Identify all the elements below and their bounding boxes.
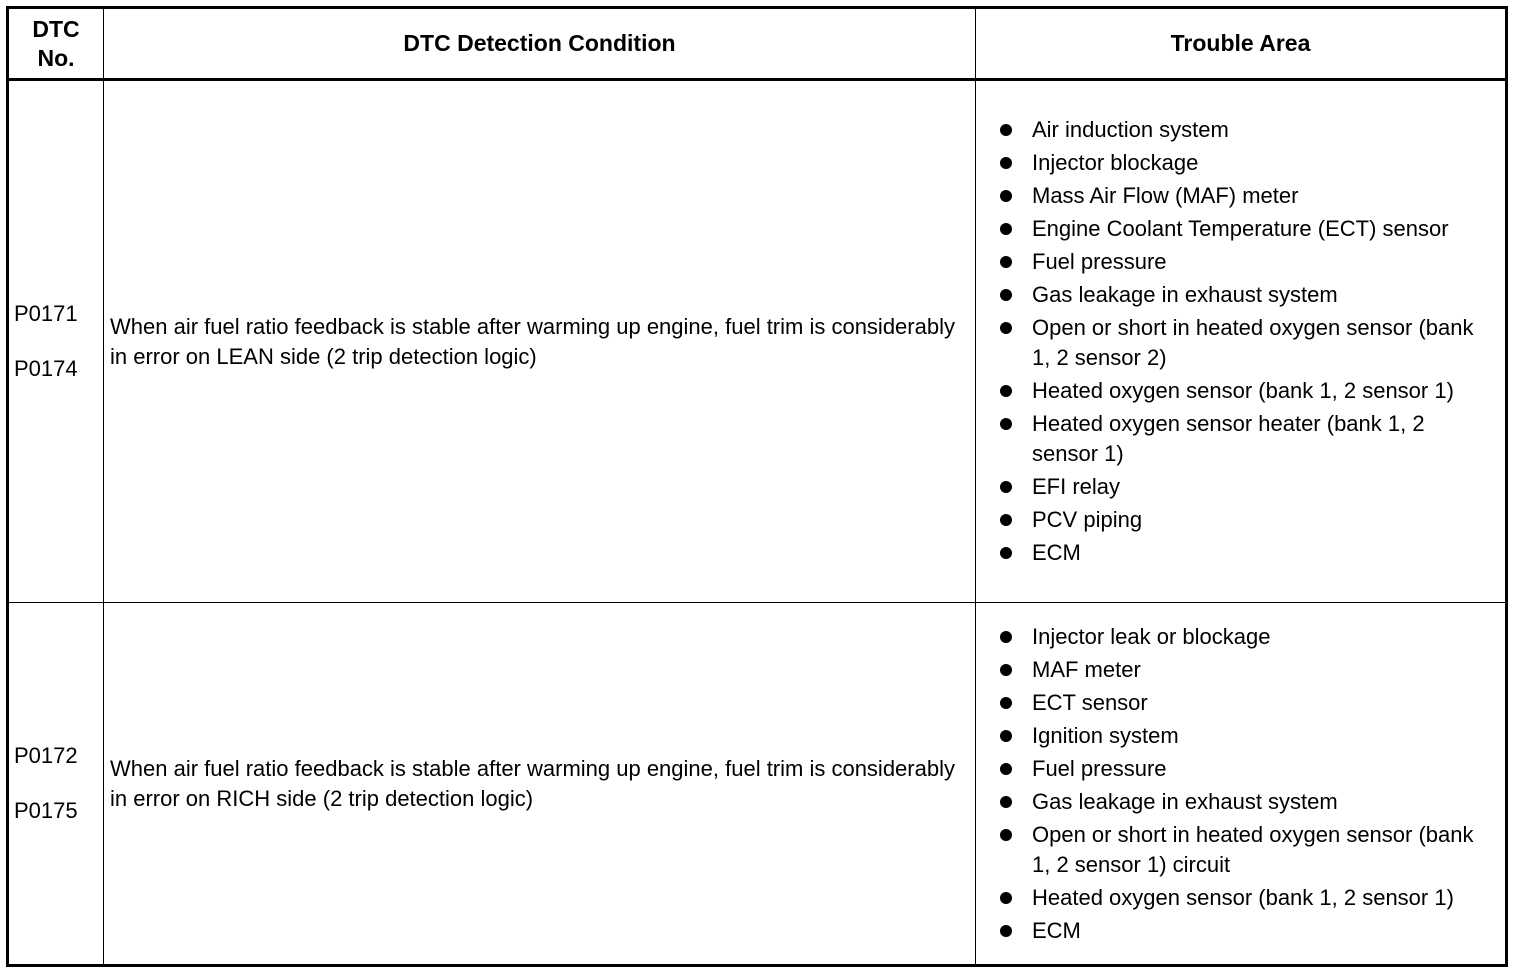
trouble-area-text: Injector leak or blockage [1032, 623, 1271, 649]
bullet-icon [1000, 763, 1012, 775]
trouble-area-item [998, 214, 1493, 244]
trouble-area-item [998, 787, 1493, 817]
trouble-area-text: Injector blockage [1032, 150, 1199, 175]
trouble-area-text: Heated oxygen sensor (bank 1, 2 sensor 1) [1032, 884, 1454, 910]
detection-condition: When air fuel ratio feedback is stable after warming up engine, fuel trim is considerably in error on RICH side (2 trip detection logic) [104, 603, 976, 966]
bullet-icon [1000, 322, 1012, 334]
trouble-area-item [998, 883, 1493, 913]
trouble-area-text: ECT sensor [1032, 689, 1148, 715]
trouble-area-text: Gas leakage in exhaust system [1032, 282, 1338, 307]
header-dtc-no [8, 8, 104, 80]
table-row [8, 603, 1507, 966]
dtc-code: P0171 [14, 301, 78, 326]
bullet-icon [1000, 829, 1012, 841]
trouble-area-item [998, 820, 1493, 880]
trouble-area-text: Fuel pressure [1032, 249, 1167, 274]
trouble-area-text: Heated oxygen sensor heater (bank 1, 2 sensor 1) [1032, 411, 1425, 466]
bullet-icon [1000, 925, 1012, 937]
bullet-icon [1000, 796, 1012, 808]
bullet-icon [1000, 418, 1012, 430]
header-trouble-area: Trouble Area [976, 8, 1507, 80]
trouble-area-item [998, 538, 1493, 568]
trouble-area-text: EFI relay [1032, 474, 1121, 499]
header-detection-condition: DTC Detection Condition [104, 8, 976, 80]
trouble-area-item [998, 313, 1493, 373]
trouble-area-item [998, 148, 1493, 178]
trouble-area-cell [976, 80, 1507, 603]
table-row [8, 80, 1507, 603]
bullet-icon [1000, 289, 1012, 301]
trouble-area-text: Mass Air Flow (MAF) meter [1032, 183, 1299, 208]
bullet-icon [1000, 631, 1012, 643]
dtc-code: P0172 [14, 743, 78, 768]
trouble-area-item [998, 688, 1493, 718]
trouble-area-text: PCV piping [1032, 507, 1143, 532]
trouble-area-text: Air induction system [1032, 117, 1229, 142]
trouble-area-item [998, 181, 1493, 211]
header-dtc-line2: No. [37, 44, 75, 71]
trouble-area-item [998, 247, 1493, 277]
bullet-icon [1000, 697, 1012, 709]
trouble-area-text: ECM [1032, 917, 1081, 943]
header-row [8, 8, 1507, 80]
trouble-area-text: MAF meter [1032, 656, 1141, 682]
dtc-code-cell [8, 603, 104, 966]
detection-condition: When air fuel ratio feedback is stable after warming up engine, fuel trim is considerably in error on LEAN side (2 trip detection logic) [104, 80, 976, 603]
dtc-table [6, 6, 1508, 967]
trouble-area-text: Open or short in heated oxygen sensor (bank 1, 2 sensor 1) circuit [1032, 821, 1474, 877]
trouble-area-text: Heated oxygen sensor (bank 1, 2 sensor 1) [1032, 378, 1454, 403]
trouble-area-item [998, 916, 1493, 946]
dtc-code: P0175 [14, 798, 78, 823]
dtc-code: P0174 [14, 356, 78, 381]
bullet-icon [1000, 256, 1012, 268]
trouble-area-text: Open or short in heated oxygen sensor (bank 1, 2 sensor 2) [1032, 315, 1474, 370]
trouble-area-item [998, 472, 1493, 502]
trouble-area-item [998, 280, 1493, 310]
trouble-area-item [998, 505, 1493, 535]
trouble-area-item [998, 655, 1493, 685]
bullet-icon [1000, 223, 1012, 235]
trouble-area-list [998, 115, 1493, 568]
trouble-area-item [998, 376, 1493, 406]
bullet-icon [1000, 124, 1012, 136]
header-dtc-line1: DTC [32, 15, 80, 42]
trouble-area-text: Gas leakage in exhaust system [1032, 788, 1338, 814]
bullet-icon [1000, 190, 1012, 202]
trouble-area-text: Fuel pressure [1032, 755, 1167, 781]
trouble-area-item [998, 409, 1493, 469]
bullet-icon [1000, 730, 1012, 742]
trouble-area-text: Ignition system [1032, 722, 1179, 748]
trouble-area-item [998, 622, 1493, 652]
trouble-area-cell [976, 603, 1507, 966]
trouble-area-item [998, 721, 1493, 751]
bullet-icon [1000, 664, 1012, 676]
trouble-area-text: Engine Coolant Temperature (ECT) sensor [1032, 216, 1449, 241]
bullet-icon [1000, 514, 1012, 526]
dtc-code-cell [8, 80, 104, 603]
trouble-area-item [998, 754, 1493, 784]
bullet-icon [1000, 157, 1012, 169]
trouble-area-list [998, 622, 1493, 946]
trouble-area-text: ECM [1032, 540, 1081, 565]
bullet-icon [1000, 547, 1012, 559]
bullet-icon [1000, 481, 1012, 493]
bullet-icon [1000, 892, 1012, 904]
bullet-icon [1000, 385, 1012, 397]
trouble-area-item [998, 115, 1493, 145]
